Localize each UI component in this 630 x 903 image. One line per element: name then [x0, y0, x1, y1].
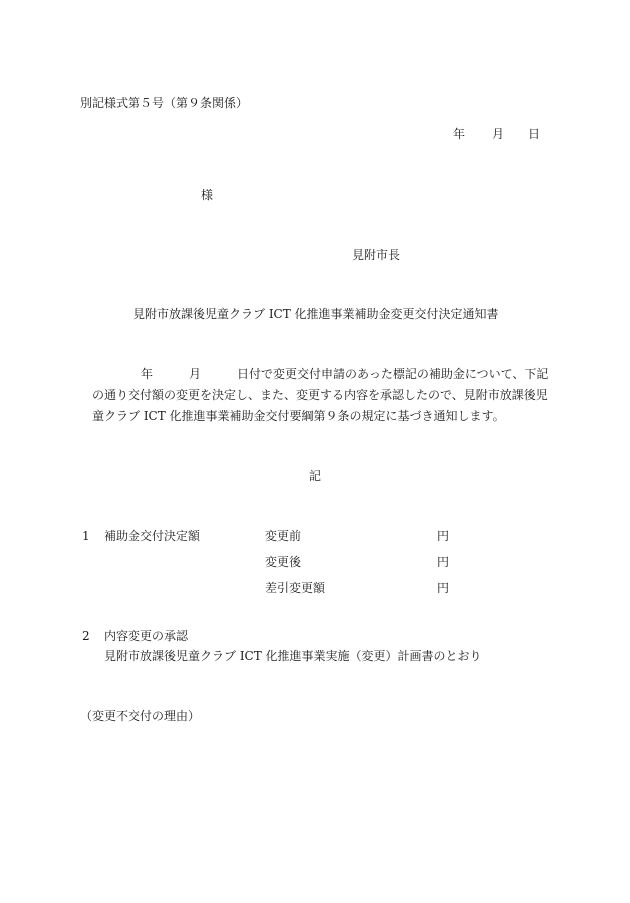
amount-before-unit: 円	[437, 529, 450, 543]
ki-heading: 記	[309, 469, 322, 483]
body-line-3: 童クラブ ICT 化推進事業補助金交付要綱第９条の規定に基づき通知します。	[92, 409, 505, 423]
amount-after-label: 変更後	[265, 555, 302, 569]
body-year: 年	[141, 367, 154, 381]
body-month: 月	[189, 367, 202, 381]
issuer-name: 見附市長	[352, 248, 401, 262]
amount-before-label: 変更前	[265, 529, 302, 543]
date-month: 月	[492, 127, 505, 141]
amount-after-unit: 円	[437, 555, 450, 569]
body-line-2: の通り交付額の変更を決定し、また、変更する内容を承認したので、見附市放課後児	[92, 388, 548, 402]
amount-diff-unit: 円	[437, 581, 450, 595]
body-line-1: 日付で変更交付申請のあった標記の補助金について、下記	[237, 367, 549, 381]
section1-label: 補助金交付決定額	[104, 529, 201, 543]
section2-label: 内容変更の承認	[104, 629, 189, 643]
addressee-suffix: 様	[201, 188, 214, 202]
section1-number: 1	[82, 529, 90, 543]
form-label: 別記様式第５号（第９条関係）	[80, 96, 249, 110]
amount-diff-label: 差引変更額	[265, 581, 326, 595]
date-year: 年	[453, 127, 466, 141]
section2-number: 2	[82, 629, 90, 643]
reason-label: （変更不交付の理由）	[80, 709, 201, 723]
date-day: 日	[528, 127, 541, 141]
section2-detail: 見附市放課後児童クラブ ICT 化推進事業実施（変更）計画書のとおり	[104, 649, 482, 663]
document-title: 見附市放課後児童クラブ ICT 化推進事業補助金変更交付決定通知書	[133, 307, 499, 321]
